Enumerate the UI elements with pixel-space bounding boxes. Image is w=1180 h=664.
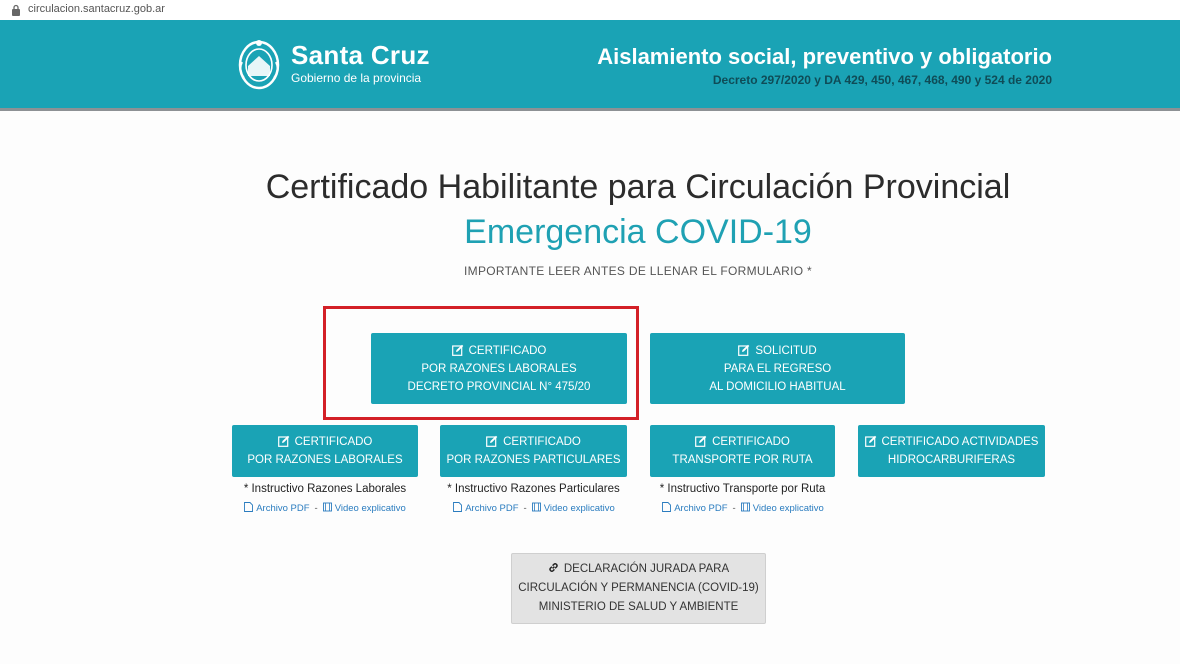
lock-icon xyxy=(11,4,21,16)
brand-subtitle: Gobierno de la provincia xyxy=(291,71,422,85)
film-icon xyxy=(532,502,541,512)
pdf-link[interactable]: Archivo PDF xyxy=(453,503,518,514)
edit-icon xyxy=(695,435,707,447)
transporte-links: Archivo PDF - Video explicativo xyxy=(643,502,843,514)
video-link[interactable]: Video explicativo xyxy=(532,503,615,514)
important-notice: IMPORTANTE LEER ANTES DE LLENAR EL FORMULARIO * xyxy=(464,264,812,278)
certificado-laborales-button[interactable]: CERTIFICADO POR RAZONES LABORALES xyxy=(232,425,418,477)
url-text: circulacion.santacruz.gob.ar xyxy=(28,3,165,15)
video-link[interactable]: Video explicativo xyxy=(323,503,406,514)
edit-icon xyxy=(738,344,750,356)
edit-icon xyxy=(865,435,877,447)
edit-icon xyxy=(486,435,498,447)
video-link[interactable]: Video explicativo xyxy=(741,503,824,514)
page-title: Certificado Habilitante para Circulación Provincial xyxy=(265,168,1011,206)
certificado-hidrocarburiferas-button[interactable]: CERTIFICADO ACTIVIDADES HIDROCARBURIFERAS xyxy=(858,425,1045,477)
laborales-links: Archivo PDF - Video explicativo xyxy=(226,502,424,514)
certificado-particulares-button[interactable]: CERTIFICADO POR RAZONES PARTICULARES xyxy=(440,425,627,477)
film-icon xyxy=(323,502,332,512)
particulares-links: Archivo PDF - Video explicativo xyxy=(434,502,634,514)
province-seal-icon[interactable] xyxy=(236,36,282,92)
instructivo-particulares-label: * Instructivo Razones Particulares xyxy=(447,483,620,495)
file-pdf-icon xyxy=(244,502,253,512)
header-title: Aislamiento social, preventivo y obligatorio xyxy=(597,44,1052,69)
site-header xyxy=(0,20,1180,111)
address-bar[interactable] xyxy=(0,0,1180,21)
certificado-laborales-decreto-button[interactable]: CERTIFICADO POR RAZONES LABORALES DECRETO PROVINCIAL N° 475/20 xyxy=(371,333,627,404)
instructivo-laborales-label: * Instructivo Razones Laborales xyxy=(243,483,407,495)
certificado-transporte-button[interactable]: CERTIFICADO TRANSPORTE POR RUTA xyxy=(650,425,835,477)
pdf-link[interactable]: Archivo PDF xyxy=(662,503,727,514)
solicitud-regreso-button[interactable]: SOLICITUD PARA EL REGRESO AL DOMICILIO HABITUAL xyxy=(650,333,905,404)
file-pdf-icon xyxy=(453,502,462,512)
edit-icon xyxy=(278,435,290,447)
header-decree: Decreto 297/2020 y DA 429, 450, 467, 468, 490 y 524 de 2020 xyxy=(712,73,1052,87)
film-icon xyxy=(741,502,750,512)
page-subtitle: Emergencia COVID-19 xyxy=(464,213,812,251)
file-pdf-icon xyxy=(662,502,671,512)
link-icon xyxy=(548,562,559,573)
instructivo-transporte-label: * Instructivo Transporte por Ruta xyxy=(659,483,826,495)
declaracion-jurada-button[interactable]: DECLARACIÓN JURADA PARA CIRCULACIÓN Y PERMANENCIA (COVID-19) MINISTERIO DE SALUD Y AMBIENTE xyxy=(511,553,766,624)
pdf-link[interactable]: Archivo PDF xyxy=(244,503,309,514)
edit-icon xyxy=(452,344,464,356)
brand-title: Santa Cruz xyxy=(291,40,430,70)
